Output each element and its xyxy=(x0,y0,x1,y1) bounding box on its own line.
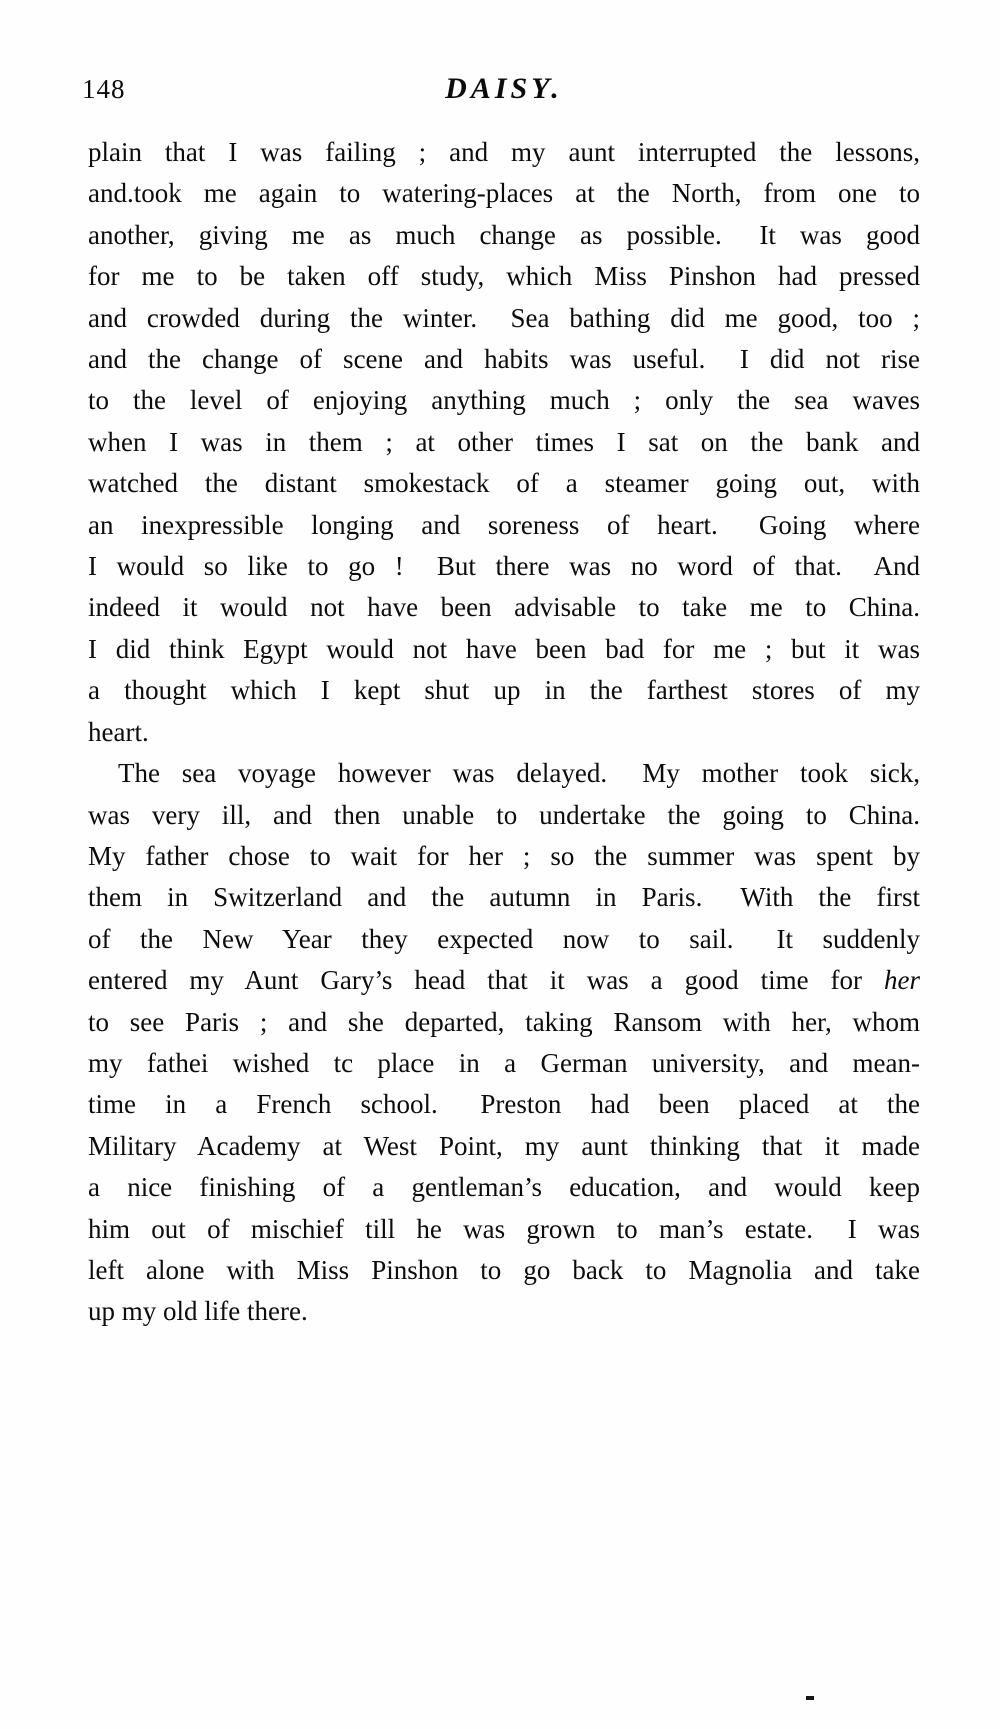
text-line: up my old life there. xyxy=(88,1296,308,1327)
text-line: a thought which I kept shut up in the farthest stores of my xyxy=(88,675,920,706)
text-line: an inexpressible longing and soreness of heart. Going where xyxy=(88,509,920,540)
text-line: when I was in them ; at other times I sat on the bank and xyxy=(88,426,920,457)
ink-speck xyxy=(806,1696,814,1700)
text-line: to see Paris ; and she departed, taking Ransom with her, whom xyxy=(88,1006,920,1037)
text-line: was very ill, and then unable to undertake the going to China. xyxy=(88,799,920,830)
paragraph-2 xyxy=(88,753,920,1333)
text-line: and.took me again to watering-places at the North, from one to xyxy=(88,178,920,209)
text-line: heart. xyxy=(88,716,149,747)
text-line: I did think Egypt would not have been bad for me ; but it was xyxy=(88,633,920,664)
text-line: and the change of scene and habits was useful. I did not rise xyxy=(88,344,920,375)
text-line: another, giving me as much change as possible. It was good xyxy=(88,219,920,250)
text-line: I would so like to go ! But there was no word of that. And xyxy=(88,551,920,582)
text-line: left alone with Miss Pinshon to go back to Magnolia and take xyxy=(88,1254,920,1285)
text-line: a nice finishing of a gentleman’s education, and would keep xyxy=(88,1172,920,1203)
text-line: Military Academy at West Point, my aunt thinking that it made xyxy=(88,1130,920,1161)
text-line: my fathei wished tc place in a German university, and mean- xyxy=(88,1047,920,1078)
text-line: and crowded during the winter. Sea bathing did me good, too ; xyxy=(88,302,920,333)
body-text xyxy=(88,132,920,1333)
text-line: indeed it would not have been advisable to take me to China. xyxy=(88,592,920,623)
text-line: for me to be taken off study, which Miss Pinshon had pressed xyxy=(88,261,920,292)
text-line: My father chose to wait for her ; so the summer was spent by xyxy=(88,840,920,871)
text-line: of the New Year they expected now to sail. It suddenly xyxy=(88,923,920,954)
text-line: time in a French school. Preston had been placed at the xyxy=(88,1089,920,1120)
page-number: 148 xyxy=(82,74,126,104)
text-line: watched the distant smokestack of a steamer going out, with xyxy=(88,468,920,499)
text-line: plain that I was failing ; and my aunt interrupted the lessons, xyxy=(88,137,920,167)
text-segment: entered my Aunt Gary’s head that it was a good time for xyxy=(88,965,863,996)
text-line: The sea voyage however was delayed. My mother took sick, xyxy=(118,758,920,789)
italic-word: her xyxy=(884,965,921,996)
text-line: them in Switzerland and the autumn in Paris. With the first xyxy=(88,882,920,913)
text-line-with-italic xyxy=(88,960,920,1001)
page-header xyxy=(82,72,920,106)
text-line: to the level of enjoying anything much ; only the sea waves xyxy=(88,385,920,416)
paragraph-1 xyxy=(88,132,920,753)
running-title: DAISY. xyxy=(445,72,563,105)
text-line: him out of mischief till he was grown to man’s estate. I was xyxy=(88,1213,920,1244)
